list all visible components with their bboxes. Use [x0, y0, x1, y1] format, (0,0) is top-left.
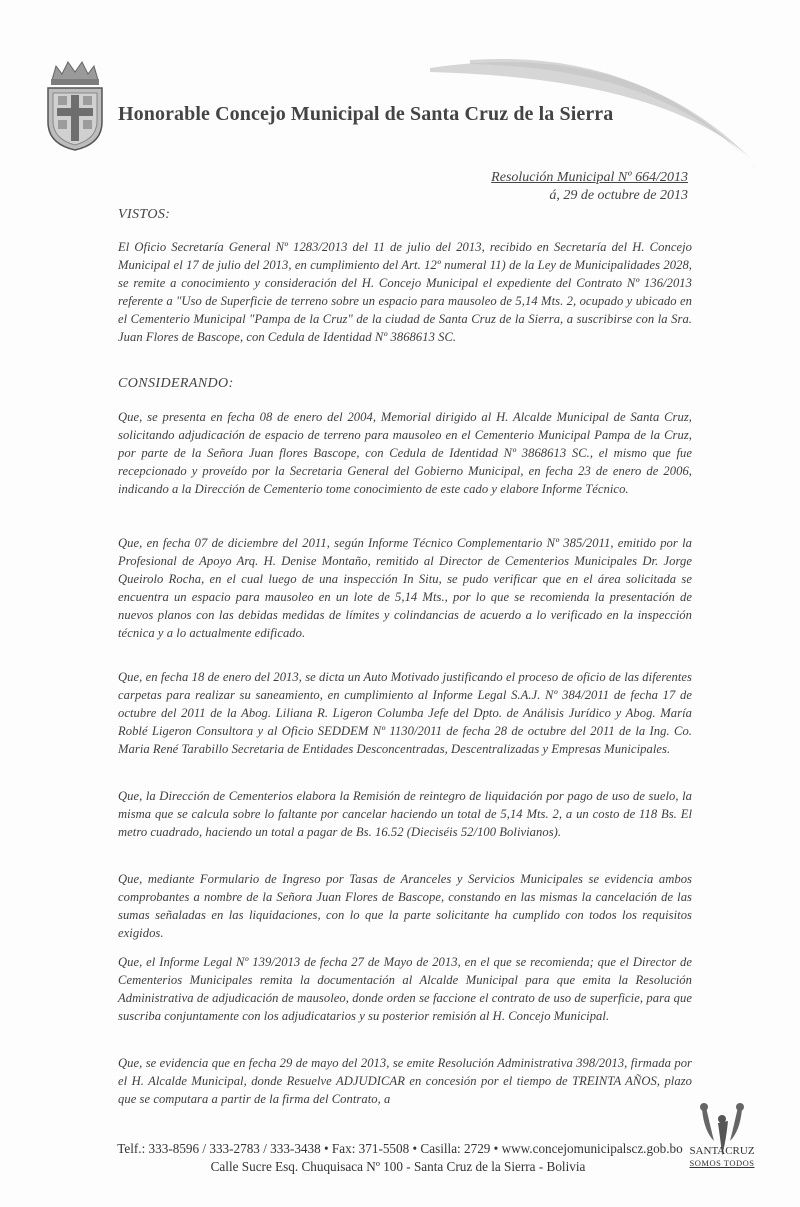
footer-address-line: Calle Sucre Esq. Chuquisaca Nº 100 - Santa Cruz de la Sierra - Bolivia — [210, 1159, 586, 1174]
brand-name — [684, 1145, 760, 1169]
considerando-paragraph-4: Que, la Dirección de Cementerios elabora la Remisión de reintegro de liquidación por pago de uso de suelo, la misma que se calcula sobre lo faltante por cancelar haciendo un total de 5,14 Mts. 2, a un costo de 118 Bs. El metro cuadrado, haciendo un total a pagar de Bs. 16.52 (Dieciséis 52/100 Bolivianos). — [118, 789, 692, 839]
vistos-paragraph: El Oficio Secretaría General Nº 1283/2013 del 11 de julio del 2013, recibido en Secretaría del H. Concejo Municipal el 17 de julio del 2013, en cumplimiento del Art. 12º numeral 11) de la Ley de Municipalidades 2028, se remite a conocimiento y consideración del H. Concejo Municipal el expediente del Contrato Nº 136/2013 referente a "Uso de Superficie de terreno sobre un espacio para mausoleo de 5,14 Mts. 2, ocupado y ubicado en el Cementerio Municipal "Pampa de la Cruz" de la ciudad de Santa Cruz de la Sierra, a suscribirse con la Sra. Juan Flores de Bascope, con Cedula de Identidad Nº 3868613 SC. — [118, 240, 692, 344]
coat-of-arms-icon — [44, 60, 106, 152]
page-footer — [0, 1140, 800, 1176]
resolution-number: Resolución Municipal Nº 664/2013 — [491, 170, 688, 185]
considerando-paragraph-5: Que, mediante Formulario de Ingreso por Tasas de Aranceles y Servicios Municipales se evidencia ambos comprobantes a nombre de la Señora Juan Flores de Bascope, constando en las mismas la cancelación de las sumas señaladas en las liquidaciones, con lo que la parte solicitante ha cumplido con todos los requisitos exigidos. — [118, 872, 692, 940]
brand-title: SANTACRUZ — [689, 1145, 755, 1157]
resolution-block — [491, 169, 688, 205]
brand-tagline: SOMOS TODOS — [689, 1158, 755, 1168]
decorative-swoosh — [430, 48, 770, 178]
vistos-heading: VISTOS: — [118, 207, 171, 222]
considerando-paragraph-7: Que, se evidencia que en fecha 29 de mayo del 2013, se emite Resolución Administrativa 398/2013, firmada por el H. Alcalde Municipal, donde Resuelve ADJUDICAR en concesión por el tiempo de TREINTA AÑOS, plazo que se computara a partir de la firma del Contrato, a — [118, 1056, 692, 1106]
considerando-paragraph-1: Que, se presenta en fecha 08 de enero del 2004, Memorial dirigido al H. Alcalde Municipal de Santa Cruz, solicitando adjudicación de espacio de terreno para mausoleo en el Cementerio Municipal Pampa de la Cruz, por parte de la Señora Juan flores Bascope, con Cedula de Identidad Nº 3868613 SC., el mismo que fue recepcionado y proveído por la Secretaria General del Gobierno Municipal, en fecha 23 de enero de 2006, indicando a la Dirección de Cementerio tome conocimiento de este cado y elabore Informe Técnico. — [118, 410, 692, 496]
resolution-date: á, 29 de octubre de 2013 — [549, 188, 688, 203]
considerando-paragraph-6: Que, el Informe Legal Nº 139/2013 de fecha 27 de Mayo de 2013, en el que se recomienda; que el Director de Cementerios Municipales remita la documentación al Alcalde Municipal para que emita la Resolución Administrativa de adjudicación de mausoleo, donde orden se faccione el contrato de uso de superficie, para que suscriba conjuntamente con los adjudicatarios y su posterior remisión al H. Concejo Municipal. — [118, 955, 692, 1023]
considerando-paragraph-3: Que, en fecha 18 de enero del 2013, se dicta un Auto Motivado justificando el proceso de oficio de las diferentes carpetas para realizar su saneamiento, en cumplimiento al Informe Legal S.A.J. Nº 384/2011 de fecha 17 de octubre del 2011 de la Abog. Liliana R. Ligeron Columba Jefe del Dpto. de Análisis Jurídico y Abog. María Roblé Ligeron Consultora y al Oficio SEDDEM Nº 1130/2011 de fecha 28 de octubre del 2011 de la Ing. Co. Maria René Tarabillo Secretaria de Entidades Desconcentradas, Descentralizadas y Empresas Municipales. — [118, 670, 692, 756]
considerando-paragraph-2: Que, en fecha 07 de diciembre del 2011, según Informe Técnico Complementario Nº 385/2011, emitido por la Profesional de Apoyo Arq. H. Denise Montaño, remitido al Director de Cementerios Municipales Dr. Jorge Queirolo Rocha, en el cual luego de una inspección In Situ, se pudo verificar que en el área solicitada se encuentra un espacio para mausoleo en un lote de 5,14 Mts., por lo que se recomienda la presentación de nuevos planos con las debidas medidas de límites y colindancias de acuerdo a lo verificado en la inspección técnica y a lo actualmente edificado. — [118, 536, 692, 640]
footer-contact-line: Telf.: 333-8596 / 333-2783 / 333-3438 • Fax: 371-5508 • Casilla: 2729 • www.concejomunicipalscz.gob.bo — [117, 1141, 683, 1156]
considerando-heading: CONSIDERANDO: — [118, 376, 234, 391]
organization-title: Honorable Concejo Municipal de Santa Cruz de la Sierra — [118, 103, 614, 125]
